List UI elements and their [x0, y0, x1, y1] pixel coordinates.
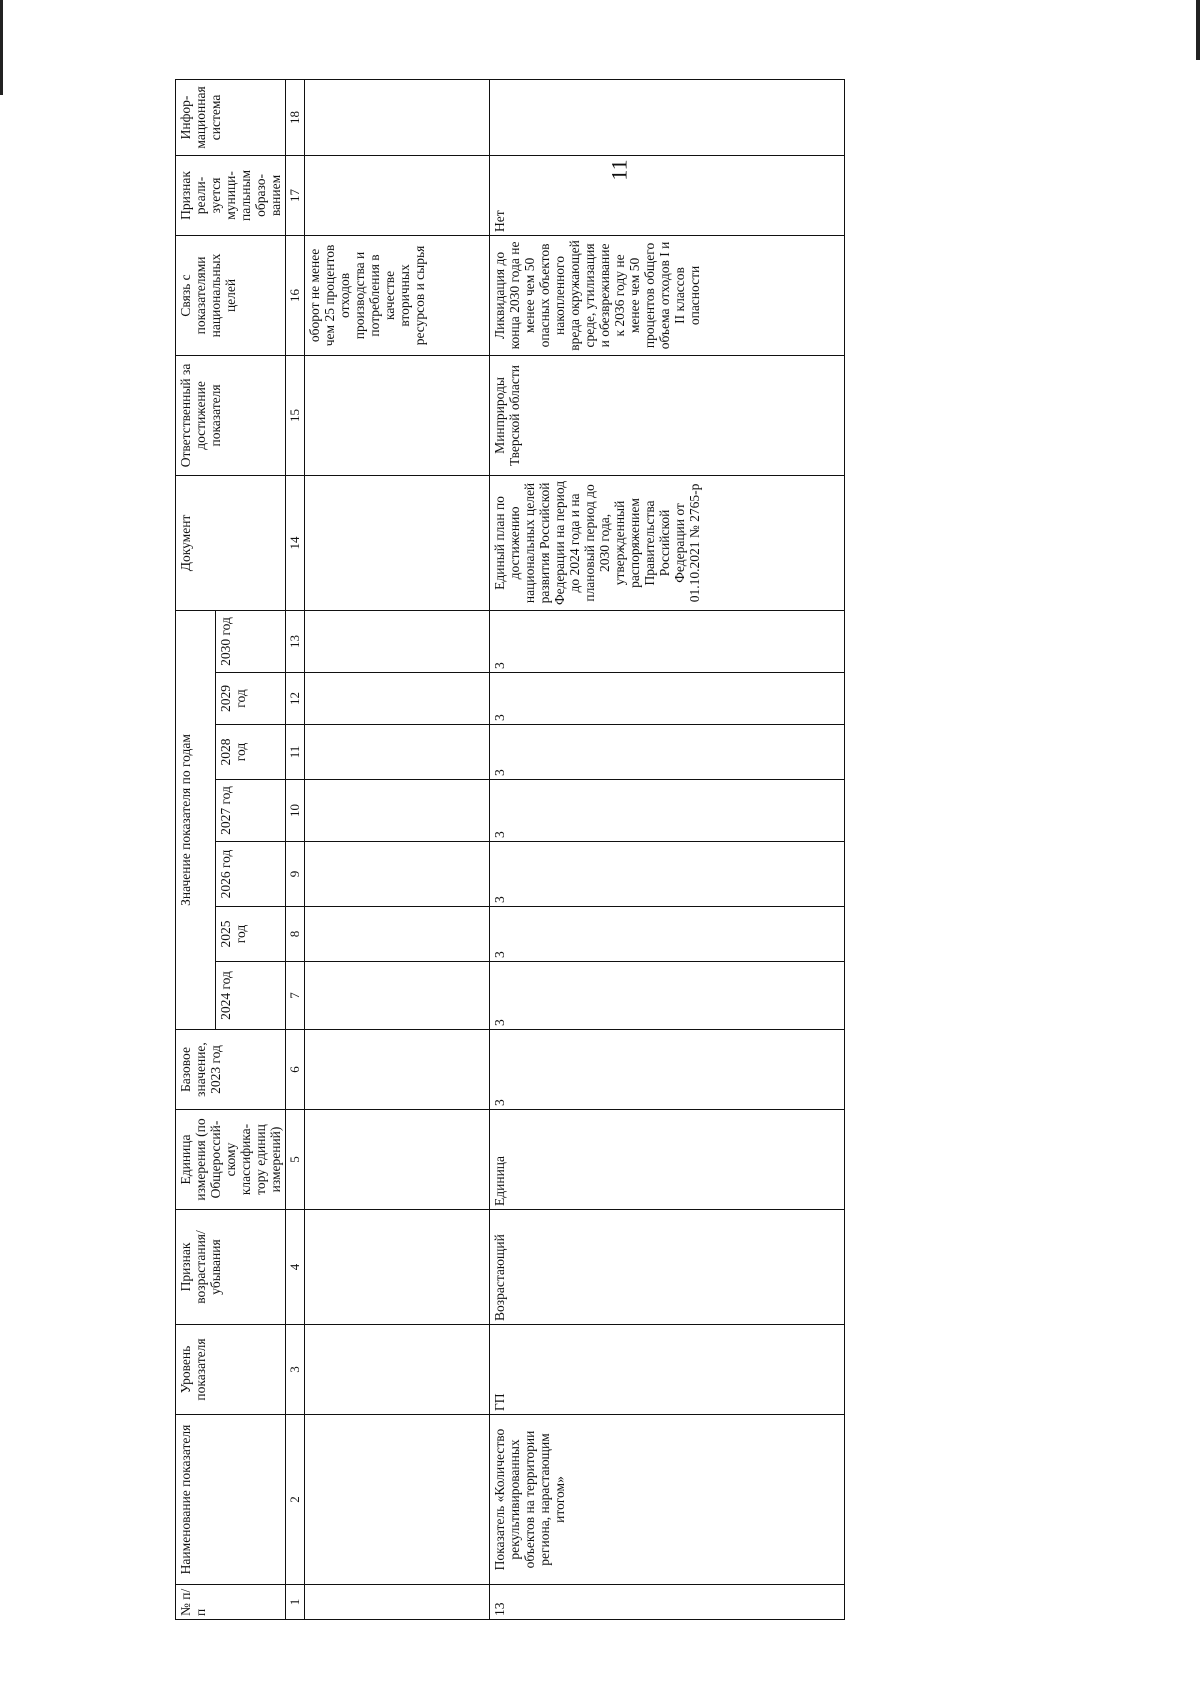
header-year: 2026 год [216, 842, 286, 907]
table-cell [305, 780, 490, 842]
header-num: № п/п [176, 1585, 286, 1620]
indicator-unit: Единица [490, 1110, 845, 1210]
header-year: 2030 год [216, 610, 286, 672]
column-number: 17 [286, 155, 305, 235]
table-cell [305, 725, 490, 780]
year-value: 3 [490, 907, 845, 962]
table-cell [305, 962, 490, 1030]
column-number: 2 [286, 1415, 305, 1585]
rotated-indicator-table [175, 86, 905, 1620]
header-document: Документ [176, 475, 286, 610]
indicator-name: Показатель «Количество рекультивированных объектов на территории региона, нарастающим итогом» [490, 1415, 845, 1585]
column-number: 13 [286, 610, 305, 672]
year-value: 3 [490, 962, 845, 1030]
column-number: 16 [286, 235, 305, 355]
municipal-flag: Нет [490, 155, 845, 235]
year-value: 3 [490, 842, 845, 907]
header-info-system: Инфор-мационная система [176, 79, 286, 155]
header-unit: Единица измерения (по Общероссий-скому классифика-тору единиц измерений) [176, 1110, 286, 1210]
column-number: 7 [286, 962, 305, 1030]
year-value: 3 [490, 673, 845, 725]
table-cell [305, 610, 490, 672]
carry-over-link: оборот не менее чем 25 процентов отходов производства и потребления в качестве вторичных ресурсов и сырья [305, 235, 490, 355]
scan-edge-right [1196, 0, 1200, 60]
indicator-level: ГП [490, 1325, 845, 1415]
column-number: 5 [286, 1110, 305, 1210]
header-year: 2028 год [216, 725, 286, 780]
header-year: 2029 год [216, 673, 286, 725]
table-cell [305, 1325, 490, 1415]
header-year: 2024 год [216, 962, 286, 1030]
table-row [490, 79, 845, 1619]
year-value: 3 [490, 610, 845, 672]
header-level: Уровень показателя [176, 1325, 286, 1415]
column-number: 15 [286, 355, 305, 475]
column-number: 14 [286, 475, 305, 610]
carry-over-row [305, 79, 490, 1619]
header-responsible: Ответственный за достижение показателя [176, 355, 286, 475]
column-number: 1 [286, 1585, 305, 1620]
header-year: 2025 год [216, 907, 286, 962]
year-value: 3 [490, 780, 845, 842]
table-cell [305, 1110, 490, 1210]
header-trend: Признак возрастания/ убывания [176, 1210, 286, 1325]
table-cell [305, 673, 490, 725]
header-values-group: Значение показателя по годам [176, 610, 216, 1029]
national-goal-link: Ликвидация до конца 2030 года не менее чем 50 опасных объектов накопленного вреда окружающей среде, утилизация и обезвреживание к 2036 году не менее чем 50 процентов общего объема отходов I и II классов опасности [490, 235, 845, 355]
header-municipal: Признак реали-зуется муници-пальным образо-ванием [176, 155, 286, 235]
row-number: 13 [490, 1585, 845, 1620]
table-cell [305, 1415, 490, 1585]
base-value: 3 [490, 1030, 845, 1110]
info-system [490, 79, 845, 155]
indicator-trend: Возрастающий [490, 1210, 845, 1325]
year-value: 3 [490, 725, 845, 780]
column-number: 6 [286, 1030, 305, 1110]
column-number: 9 [286, 842, 305, 907]
column-number: 11 [286, 725, 305, 780]
source-document: Единый план по достижению национальных целей развития Российской Федерации на период до 2024 года и на плановый период до 2030 года, утвержденный распоряжением Правительства Российской Федерации от 01.10.2021 № 2765-р [490, 475, 845, 610]
table-cell [305, 475, 490, 610]
column-number: 8 [286, 907, 305, 962]
table-cell [305, 1585, 490, 1620]
table-cell [305, 1210, 490, 1325]
table-cell [305, 155, 490, 235]
header-year: 2027 год [216, 780, 286, 842]
header-base: Базовое значение, 2023 год [176, 1030, 286, 1110]
header-name: Наименование показателя [176, 1415, 286, 1585]
table-cell [305, 907, 490, 962]
column-number: 18 [286, 79, 305, 155]
column-number: 3 [286, 1325, 305, 1415]
column-numbers-row [286, 79, 305, 1619]
table-cell [305, 79, 490, 155]
page-number: 11 [607, 159, 632, 181]
table-cell [305, 355, 490, 475]
indicator-table [175, 79, 845, 1620]
column-number: 4 [286, 1210, 305, 1325]
header-link: Связь с показателями национальных целей [176, 235, 286, 355]
table-cell [305, 842, 490, 907]
column-number: 10 [286, 780, 305, 842]
column-number: 12 [286, 673, 305, 725]
scan-edge-left [0, 0, 3, 95]
table-cell [305, 1030, 490, 1110]
header-row [176, 79, 216, 1619]
responsible-body: Минприроды Тверской области [490, 355, 845, 475]
